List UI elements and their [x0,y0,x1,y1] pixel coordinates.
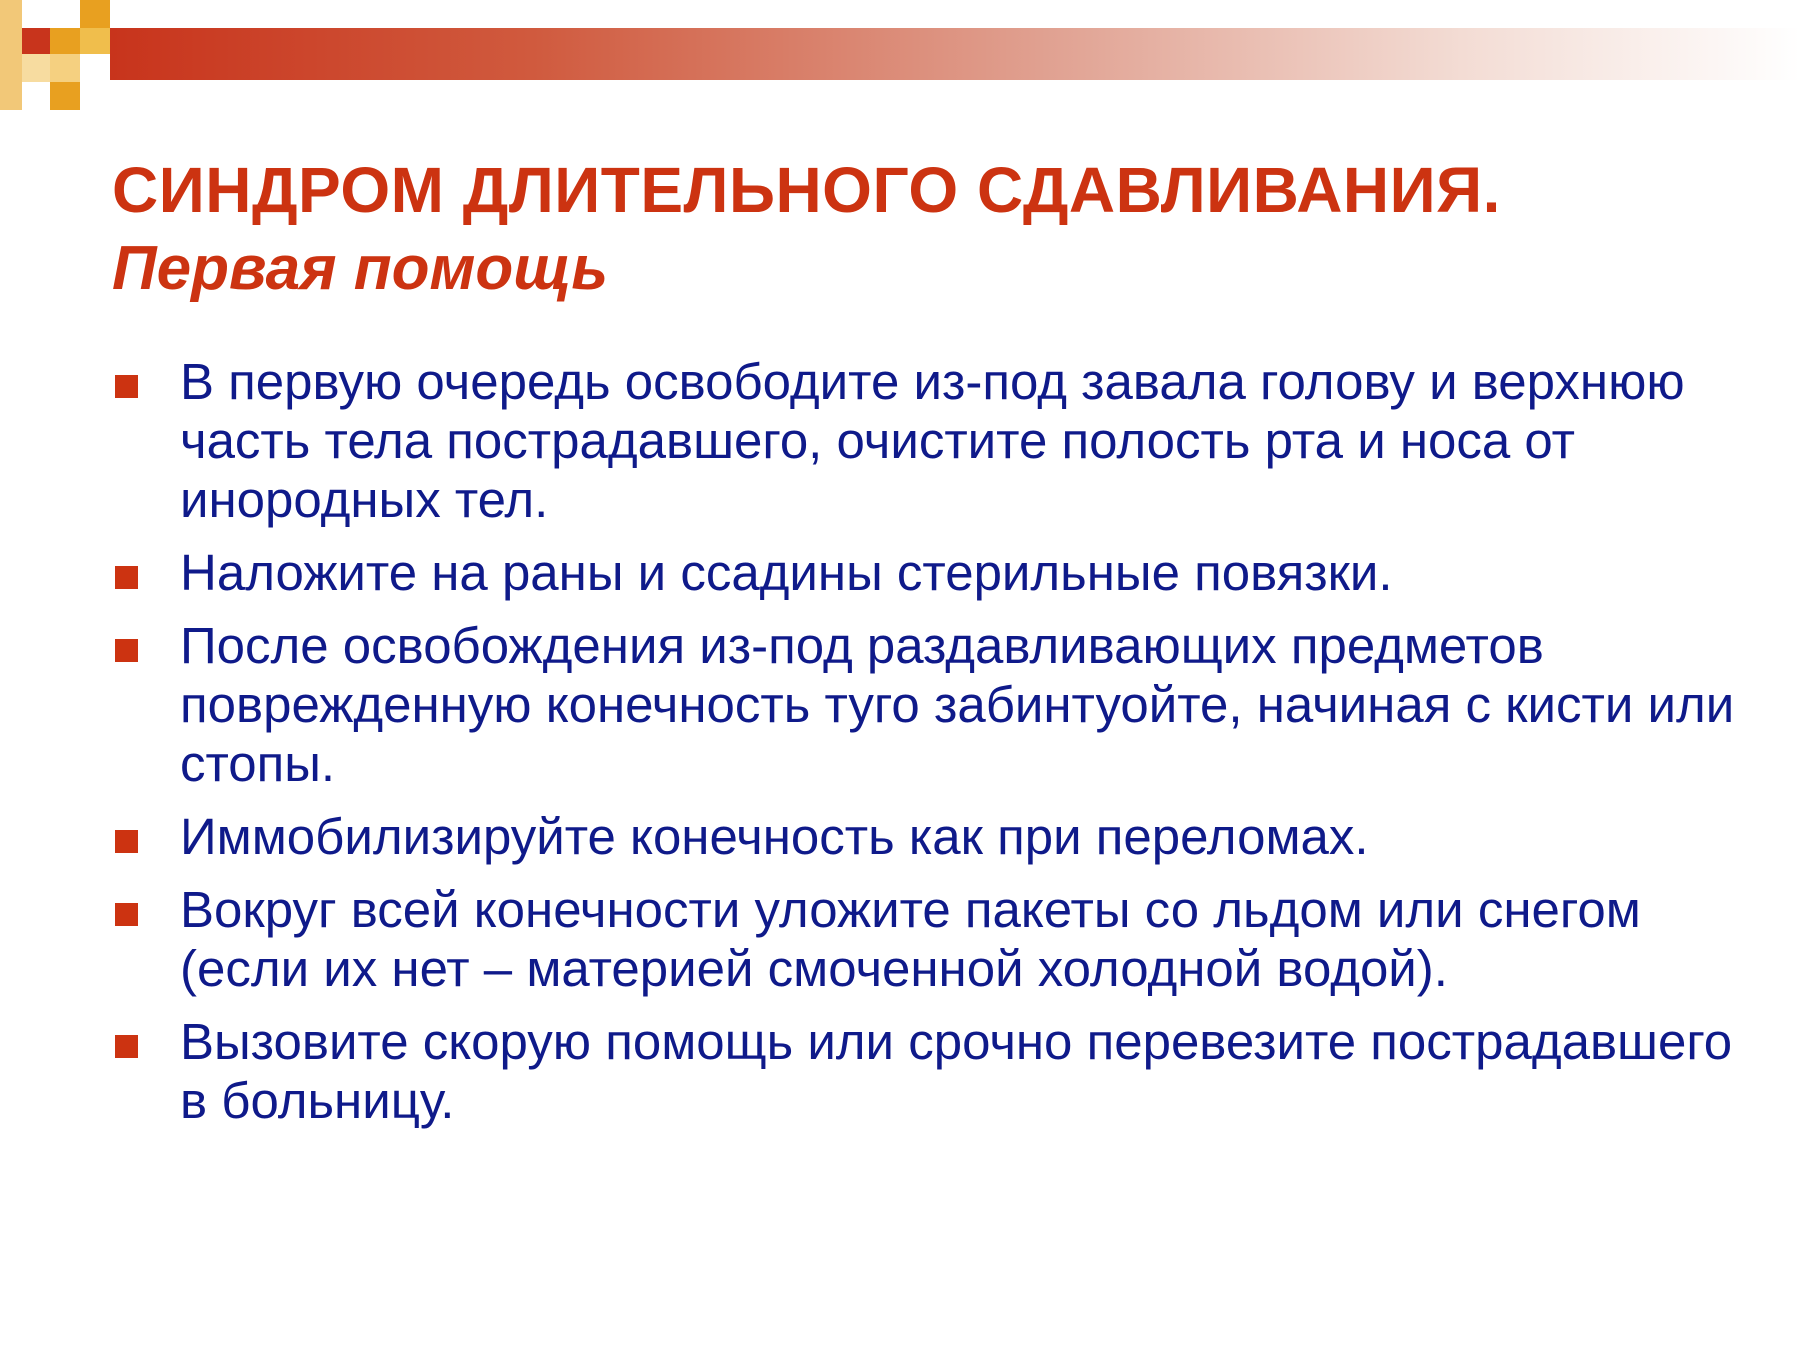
list-item [112,352,1752,529]
slide-title: СИНДРОМ ДЛИТЕЛЬНОГО СДАВЛИВАНИЯ. [112,154,1501,226]
list-item [112,616,1752,793]
bullet-list [112,352,1752,1144]
list-item-text: В первую очередь освободите из-под завала голову и верхнюю часть тела пострадавшего, очистите полость рта и носа от инородных тел. [180,353,1685,528]
slide-subtitle: Первая помощь [112,234,609,303]
square-bullet-icon [115,830,138,853]
list-item [112,807,1752,866]
list-item-text: Вокруг всей конечности уложите пакеты со льдом или снегом (если их нет – материей смоченной холодной водой). [180,881,1641,997]
list-item-text: Иммобилизируйте конечность как при переломах. [180,808,1369,865]
deco-square [22,28,50,54]
list-item [112,543,1752,602]
deco-square [0,0,22,110]
list-item-text: Наложите на раны и ссадины стерильные повязки. [180,544,1393,601]
square-bullet-icon [115,903,138,926]
list-item [112,880,1752,998]
header-gradient-band [110,28,1800,80]
square-bullet-icon [115,639,138,662]
deco-square [22,54,50,82]
deco-square [50,28,80,54]
list-item-text: После освобождения из-под раздавливающих предметов поврежденную конечность туго забинтуойте, начиная с кисти или стопы. [180,617,1735,792]
list-item [112,1012,1752,1130]
list-item-text: Вызовите скорую помощь или срочно перевезите пострадавшего в больницу. [180,1013,1733,1129]
deco-square [50,82,80,110]
square-bullet-icon [115,566,138,589]
deco-square [80,28,110,54]
title-block [112,150,1732,308]
deco-square [50,54,80,82]
deco-square [80,0,110,28]
square-bullet-icon [115,1035,138,1058]
square-bullet-icon [115,375,138,398]
